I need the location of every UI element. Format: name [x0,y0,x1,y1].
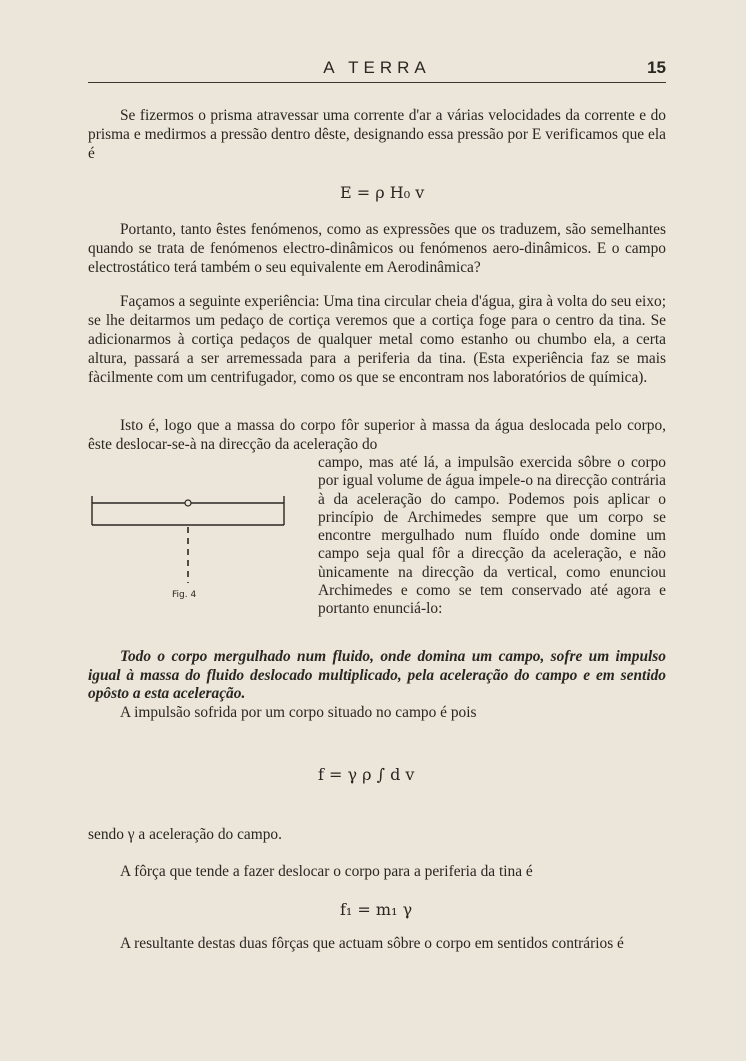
paragraph-4-side: campo, mas até lá, a impulsão exercida sôbre o corpo por igual volume de água impele-o na direcção contrária à da aceleração do campo. Podemos pois aplicar o princípio de Archimedes sempre que um corpo se encontre mergulhado num fluído onde domine um campo seja qual fôr a direcção da aceleração, e não ùnicamente na direcção da vertical, como enunciou Archimedes e como se tem conservado até agora e portanto enunciá-lo: [318,454,666,618]
paragraph-7: A fôrça que tende a fazer deslocar o corpo para a periferia da tina é [120,863,533,880]
page-header [88,56,666,83]
paragraph-1: Se fizermos o prisma atravessar uma corrente d'ar a várias velocidades da corrente e do prisma e medirmos a pressão dentro dêste, designando essa pressão por E verificamos que ela é [88,107,666,162]
formula-integral: f = γ ρ ∫ d v [318,765,415,784]
running-title: A TERRA [323,58,431,77]
paragraph-5: A impulsão sofrida por um corpo situado no campo é pois [120,704,477,721]
paragraph-3: Façamos a seguinte experiência: Uma tina circular cheia d'água, gira à volta do seu eixo; se lhe deitarmos um pedaço de cortiça veremos que a cortiça foge para o centro da tina. Se adicionarmos à cortiça pedaços de qualquer metal como estanho ou chumbo ela, a certa altura, passará a ser arremessada para a periferia da tina. (Esta experiência faz se mais fàcilmente com um centrifugador, como os que se encontram nos laboratórios de química). [88,293,666,386]
formula-e: E = ρ H₀ v [340,183,425,202]
law-statement: Todo o corpo mergulhado num fluido, onde domina um campo, sofre um impulso igual à massa do fluido deslocado multiplicado, pela aceleração do campo e em sentido opôsto a esta aceleração. [88,648,666,702]
formula-f1: f₁ = m₁ γ [340,900,413,919]
paragraph-8: A resultante destas duas fôrças que actuam sôbre o corpo em sentidos contrários é [120,935,624,952]
paragraph-2: Portanto, tanto êstes fenómenos, como as expressões que os traduzem, são semelhantes quando se trata de fenómenos electro-dinâmicos ou fenómenos aero-dinâmicos. E o campo electrostático terá também o seu equivalente em Aerodinâmica? [88,221,666,276]
paragraph-6: sendo γ a aceleração do campo. [88,826,282,843]
page-number: 15 [647,58,666,77]
figure-4-label: Fig. 4 [172,590,197,600]
paragraph-4-start: Isto é, logo que a massa do corpo fôr superior à massa da água deslocada pelo corpo, êste deslocar-se-à na direcção da aceleração do [88,417,666,453]
